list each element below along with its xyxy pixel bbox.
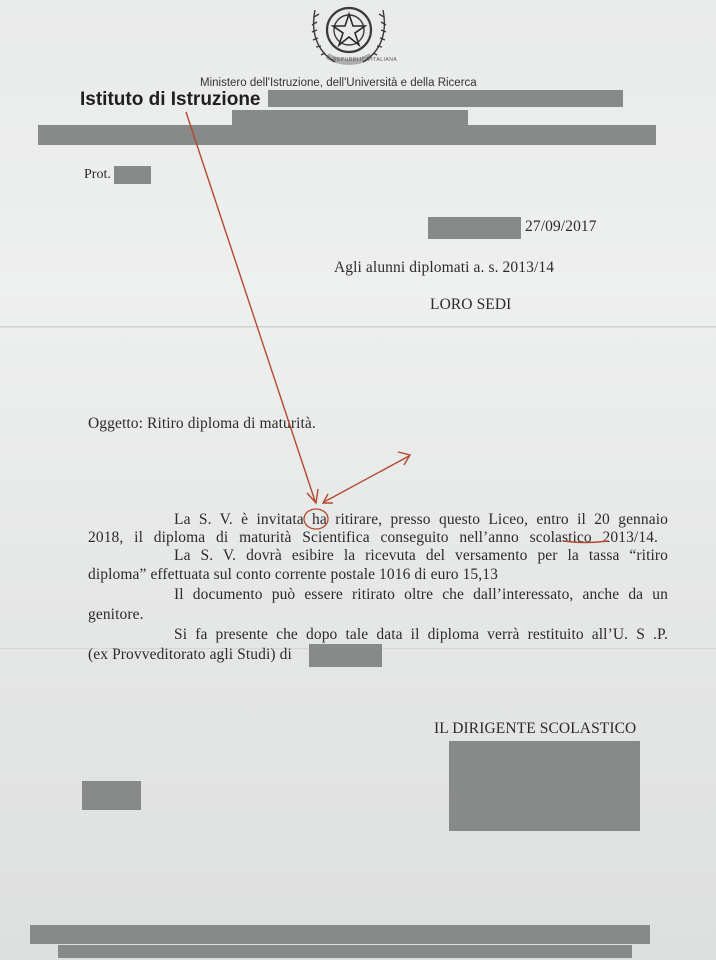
letter-date: 27/09/2017: [525, 218, 597, 235]
protocol-label: Prot.: [84, 167, 111, 182]
body-p4-line2: (ex Provveditorato agli Studi) di: [88, 646, 292, 663]
subject-line: Oggetto: Ritiro diploma di maturità.: [88, 415, 316, 432]
signature-title: IL DIRIGENTE SCOLASTICO: [434, 720, 637, 737]
annotation-arrow-long: [186, 112, 315, 501]
body-p2-line2: diploma” effettuata sul conto corrente postale 1016 di euro 15,13: [88, 566, 498, 583]
body-p3-line1: Il documento può essere ritirato oltre che dall’interessato, anche da un: [174, 586, 668, 603]
recipients-line: Agli alunni diplomati a. s. 2013/14: [334, 259, 555, 276]
body-p3-line2: genitore.: [88, 606, 144, 623]
annotation-circle: [304, 509, 328, 529]
annotation-arrow-short: [324, 456, 409, 502]
body-p1-line1: La S. V. è invitata ha ritirare, presso questo Liceo, entro il 20 gennaio: [174, 511, 668, 528]
annotation-underline: [563, 541, 608, 543]
body-p4-line1: Si fa presente che dopo tale data il diploma verrà restituito all’U. S .P.: [174, 626, 668, 643]
annotation-arrowhead-long: [307, 489, 318, 503]
recipients-loro-sedi: LORO SEDI: [430, 296, 512, 313]
body-p2-line1: La S. V. dovrà esibire la ricevuta del versamento per la tassa “ritiro: [174, 547, 668, 564]
emblem-ribbon-text: REPUBBLICA ITALIANA: [333, 57, 398, 63]
body-p1-line2: 2018, il diploma di maturità Scientifica conseguito nell’anno scolastico 2013/14.: [88, 529, 658, 546]
ministry-name: Ministero dell'Istruzione, dell'Università e della Ricerca: [200, 77, 477, 89]
institute-title: Istituto di Istruzione: [80, 89, 261, 110]
